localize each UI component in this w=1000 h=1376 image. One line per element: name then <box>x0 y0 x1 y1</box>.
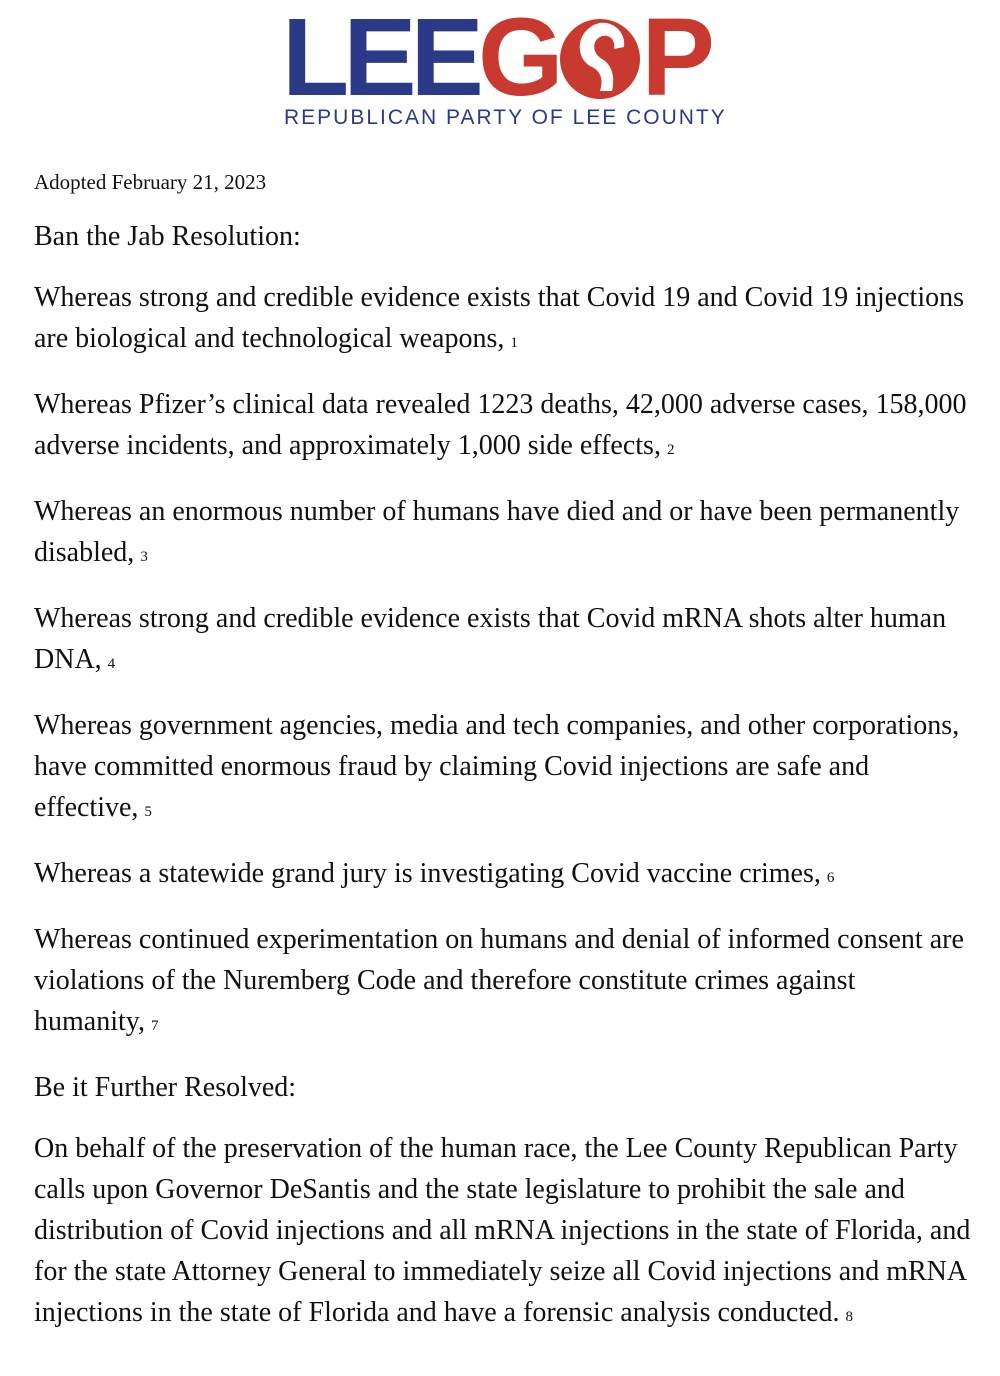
whereas-text: Whereas strong and credible evidence exists that Covid mRNA shots alter human DNA, <box>34 603 947 675</box>
footnote-ref: 2 <box>666 442 675 458</box>
footnote-ref: 8 <box>845 1309 854 1325</box>
header <box>0 0 1000 140</box>
whereas-clause <box>34 598 974 685</box>
footnote-ref: 5 <box>144 804 152 820</box>
footnote-ref: 3 <box>140 549 148 565</box>
whereas-clause <box>34 277 974 364</box>
adopted-date: Adopted February 21, 2023 <box>34 170 267 194</box>
resolved-heading: Be it Further Resolved: <box>34 1072 297 1103</box>
logo-tagline: REPUBLICAN PARTY OF LEE COUNTY <box>284 106 727 129</box>
whereas-text: Whereas an enormous number of humans have died and or have been permanently disabled, <box>34 496 960 568</box>
whereas-text: Whereas strong and credible evidence exists that Covid 19 and Covid 19 injections are biological and technological weapons, <box>34 282 964 354</box>
footnote-ref: 4 <box>107 656 116 672</box>
whereas-text: Whereas government agencies, media and tech companies, and other corporations, have committed enormous fraud by claiming Covid injections are safe and effective, <box>34 710 960 823</box>
whereas-clause <box>34 384 974 471</box>
whereas-text: Whereas Pfizer’s clinical data revealed 1223 deaths, 42,000 adverse cases, 158,000 adverse incidents, and approximately 1,000 side effects, <box>34 389 967 461</box>
whereas-clause <box>34 853 974 899</box>
logo-lee-text: LEE <box>282 0 478 119</box>
logo-g-text: G <box>477 0 558 119</box>
whereas-clause <box>34 705 974 833</box>
footnote-ref: 7 <box>150 1018 159 1034</box>
whereas-text: Whereas a statewide grand jury is investigating Covid vaccine crimes, <box>34 858 821 889</box>
resolution-title: Ban the Jab Resolution: <box>34 221 301 252</box>
resolution-document <box>34 168 974 1358</box>
resolution-body <box>34 1128 974 1338</box>
resolution-text: On behalf of the preservation of the human race, the Lee County Republican Party calls upon Governor DeSantis and the state legislature to prohibit the sale and distribution of Covid injections and all mRNA injections in the state of Florida, and for the state Attorney General to immediately seize all Covid injections and mRNA injections in the state of Florida and have a forensic analysis conducted. <box>34 1133 971 1328</box>
footnote-ref: 1 <box>510 335 518 351</box>
elephant-icon <box>556 13 644 103</box>
whereas-text: Whereas continued experimentation on humans and denial of informed consent are violations of the Nuremberg Code and therefore constitute crimes against humanity, <box>34 924 964 1037</box>
logo-p-text: P <box>641 0 709 119</box>
footnote-ref: 6 <box>826 870 835 886</box>
whereas-clause <box>34 491 974 578</box>
whereas-clause <box>34 919 974 1047</box>
